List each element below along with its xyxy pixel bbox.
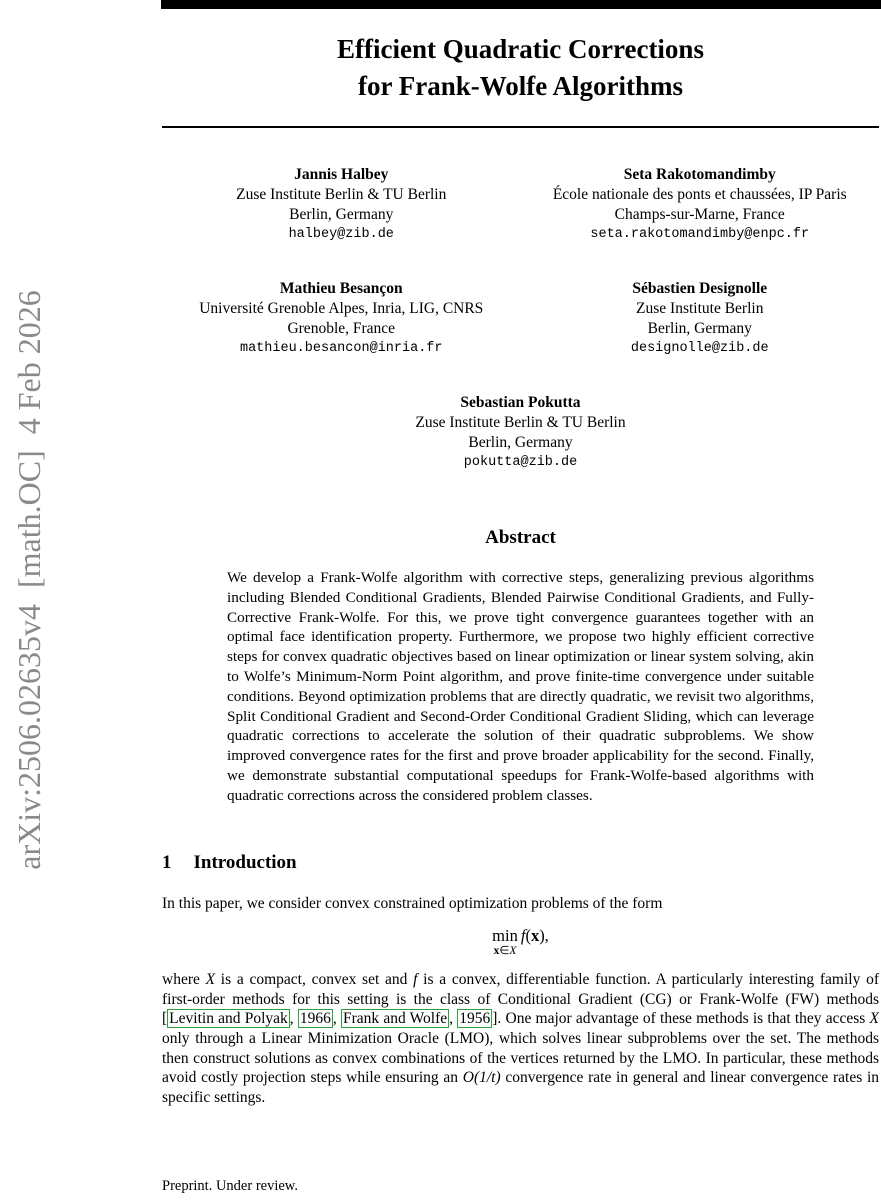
text-segment: only through a Linear Minimization Oracle (LMO), which solves linear subproblems over the set. The methods then construct solutions as convex combinations of the vertices returned by the LMO. In particular, these methods avoid costly projection steps while ensuring an <box>162 1029 879 1087</box>
arxiv-watermark: arXiv:2506.02635v4 [math.OC] 4 Feb 2026 <box>11 290 47 870</box>
min-operator <box>492 926 518 957</box>
author-location: Berlin, Germany <box>647 320 752 337</box>
author-row-3 <box>162 393 879 473</box>
author-name: Seta Rakotomandimby <box>623 166 776 183</box>
author-name: Sebastian Pokutta <box>460 394 581 411</box>
math-var-x: x <box>493 945 500 958</box>
text-segment: , <box>332 1010 341 1028</box>
text-segment: , <box>449 1010 458 1028</box>
author-affiliation: École nationale des ponts et chaussées, IP Paris <box>552 186 847 203</box>
author-email: halbey@zib.de <box>288 227 394 242</box>
author-block <box>162 279 521 359</box>
author-name: Sébastien Designolle <box>632 280 768 297</box>
paren-open: ( <box>525 926 531 946</box>
abstract-heading: Abstract <box>485 527 556 548</box>
abstract-text: We develop a Frank-Wolfe algorithm with corrective steps, generalizing previous algorithms including Blended Conditional Gradients, Blended Pairwise Conditional Gradients, and Fully-Corrective Frank-Wolfe. For this, we prove tight convergence guarantees together with an optimal face identification property. Furthermore, we propose two highly efficient corrective steps for convex quadratic objectives based on linear optimization or linear system solving, akin to Wolfe’s Minimum-Norm Point algorithm, and prove finite-time convergence under suitable conditions. Beyond optimization problems that are directly quadratic, we revisit two algorithms, Split Conditional Gradient and Second-Order Conditional Gradient Sliding, which can leverage quadratic corrections to accelerate the solution of their quadratic subproblems. We show improved convergence rates for the first and prove broader applicability for the second. Finally, we demonstrate substantial computational speedups for Frank-Wolfe-based algorithms with quadratic corrections across the considered problem classes. <box>227 569 814 804</box>
text-segment: , <box>289 1010 298 1028</box>
author-email: seta.rakotomandimby@enpc.fr <box>590 227 810 242</box>
author-email: designolle@zib.de <box>630 341 769 356</box>
author-affiliation: Zuse Institute Berlin <box>636 300 764 317</box>
intro-body-paragraph <box>162 970 879 1107</box>
text-segment: convergence rate in general and linear convergence rates in specific settings. <box>162 1069 879 1106</box>
citation-link[interactable]: Levitin and Polyak <box>169 1010 288 1028</box>
author-name: Jannis Halbey <box>294 166 389 183</box>
math-big-O-rate: O(1/t) <box>462 1069 501 1087</box>
author-affiliation: Zuse Institute Berlin & TU Berlin <box>236 186 447 203</box>
math-func-f: f <box>520 926 526 946</box>
author-row-1 <box>162 165 879 245</box>
author-affiliation: Université Grenoble Alpes, Inria, LIG, CNRS <box>199 300 484 317</box>
author-row-2 <box>162 279 879 359</box>
math-var-x: x <box>530 926 540 946</box>
section-heading-introduction <box>162 852 879 874</box>
author-location: Champs-sur-Marne, France <box>614 206 785 223</box>
min-subscript <box>494 945 517 957</box>
paper-content <box>162 0 879 1107</box>
text-segment: is a convex, differentiable function. A particularly interesting family of first-order methods for this setting is the class of Conditional Gradient (CG) or Frank-Wolfe (FW) methods [ <box>162 971 879 1028</box>
author-email: mathieu.besancon@inria.fr <box>239 341 443 356</box>
intro-lead-paragraph: In this paper, we consider convex constrained optimization problems of the form <box>162 894 663 912</box>
text-segment: where <box>162 971 206 989</box>
element-of-symbol: ∈ <box>499 945 510 958</box>
min-word: min <box>492 926 518 946</box>
paper-title <box>162 31 879 105</box>
preprint-footer: Preprint. Under review. <box>162 1178 298 1194</box>
author-block <box>162 165 521 245</box>
section-title: Introduction <box>193 851 297 873</box>
author-block <box>521 165 880 245</box>
author-affiliation: Zuse Institute Berlin & TU Berlin <box>415 414 626 431</box>
text-segment: ]. One major advantage of these methods is that they access <box>492 1010 870 1028</box>
citation-link[interactable]: 1966 <box>299 1010 331 1028</box>
math-func-f: f <box>413 971 418 989</box>
equation-expression <box>521 926 549 945</box>
paper-title-line2: for Frank-Wolfe Algorithms <box>358 71 683 101</box>
math-set-X: X <box>509 945 517 958</box>
display-equation <box>162 926 879 957</box>
author-location: Berlin, Germany <box>289 206 394 223</box>
paren-close: ), <box>539 926 549 946</box>
math-set-X: X <box>205 971 216 989</box>
author-name: Mathieu Besançon <box>279 280 403 297</box>
author-block <box>270 393 772 473</box>
paper-title-line1: Efficient Quadratic Corrections <box>337 34 704 64</box>
text-segment: is a compact, convex set and <box>215 971 414 989</box>
section-number: 1 <box>162 851 172 873</box>
citation-link[interactable]: 1956 <box>459 1010 491 1028</box>
citation-link[interactable]: Frank and Wolfe <box>342 1010 448 1028</box>
abstract-section <box>162 527 879 806</box>
math-set-X: X <box>869 1010 880 1028</box>
author-location: Grenoble, France <box>287 320 396 337</box>
author-block <box>521 279 880 359</box>
title-rule <box>162 126 879 128</box>
author-email: pokutta@zib.de <box>463 455 578 470</box>
author-location: Berlin, Germany <box>468 434 573 451</box>
author-list <box>162 165 879 473</box>
